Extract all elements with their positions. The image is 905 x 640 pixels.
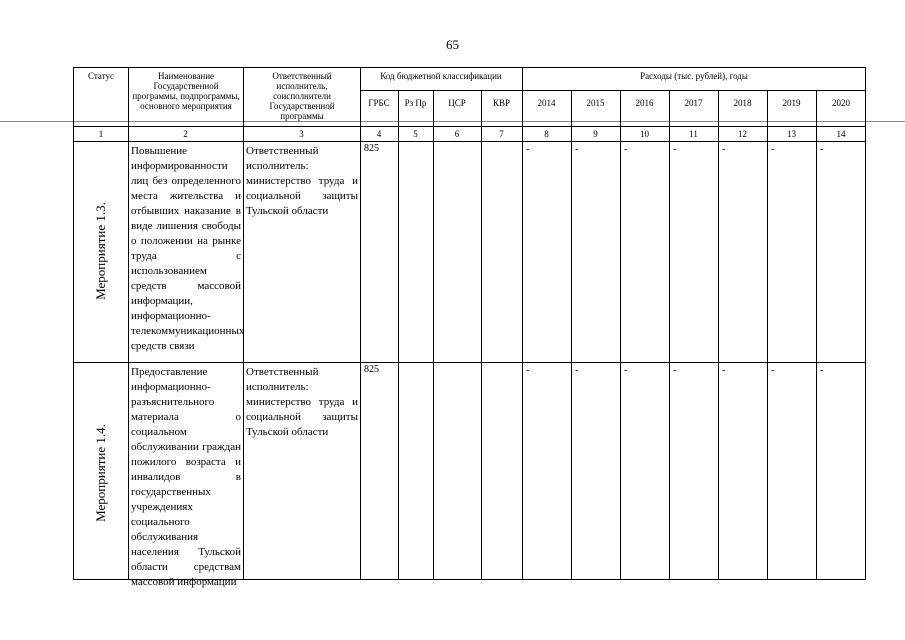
row-value-2016: - (624, 365, 628, 376)
header-year: 2019 (782, 98, 801, 108)
row-value-2018: - (722, 365, 726, 376)
row-name: Повышение информированности лиц без определенного места жительства и отбывших наказание в виде лишения свободы о положении на рынке труда с использованием средств массовой информации, информационно-телекоммуникационных средств связи (131, 145, 245, 352)
header-expenses: Расходы (тыс. рублей), годы (640, 71, 748, 81)
header-rzpr: Рз Пр (404, 98, 427, 108)
row-value-2019: - (771, 365, 775, 376)
header-grbs: ГРБС (368, 98, 390, 108)
header-kvr: КВР (492, 98, 510, 108)
row-executor: Ответственный исполнитель: министерство труда и социальной защиты Тульской области (246, 145, 358, 217)
col-divider (816, 90, 817, 580)
row-divider (360, 90, 866, 91)
row-divider (74, 141, 866, 142)
row-value-2017: - (673, 365, 677, 376)
header-year: 2014 (537, 98, 556, 108)
header-status: Статус (88, 71, 114, 81)
row-grbs: 825 (364, 364, 379, 375)
col-divider (481, 90, 482, 580)
row-value-2016: - (624, 144, 628, 155)
budget-table (73, 67, 866, 588)
col-divider (243, 68, 244, 580)
row-grbs: 825 (364, 143, 379, 154)
row-value-2017: - (673, 144, 677, 155)
col-number: 12 (738, 129, 747, 139)
col-divider (669, 90, 670, 580)
col-number: 1 (98, 129, 104, 139)
col-number: 11 (689, 129, 698, 139)
row-value-2014: - (526, 365, 530, 376)
col-divider (718, 90, 719, 580)
header-year: 2015 (586, 98, 605, 108)
col-number: 3 (299, 129, 304, 139)
header-year: 2017 (684, 98, 703, 108)
row-name: Предоставление информационно-разъяснительного материала о социальном обслуживании граждан пожилого возраста и инвалидов в государственных учреждениях социального обслуживания населения Тульской области средствам массовой информации (131, 366, 241, 588)
col-number: 7 (499, 129, 504, 139)
col-divider (522, 68, 523, 580)
header-year: 2018 (733, 98, 752, 108)
row-value-2015: - (575, 144, 579, 155)
row-value-2015: - (575, 365, 579, 376)
header-csr: ЦСР (448, 98, 466, 108)
col-divider (128, 68, 129, 580)
col-divider (360, 68, 361, 580)
col-divider (433, 90, 434, 580)
header-year: 2020 (832, 98, 850, 108)
col-number: 6 (454, 129, 460, 139)
header-executor: Ответственный исполнитель, соисполнители Государственной программы (269, 71, 335, 121)
header-year: 2016 (635, 98, 654, 108)
col-number: 5 (413, 129, 418, 139)
col-number: 13 (787, 129, 796, 139)
header-budget-code: Код бюджетной классификации (380, 71, 502, 81)
row-value-2020: - (820, 144, 824, 155)
col-divider (620, 90, 621, 580)
col-number: 2 (183, 129, 188, 139)
row-status: Мероприятие 1.3. (93, 202, 108, 300)
header-name: Наименование Государственной программы, подпрограммы, основного мероприятия (132, 71, 240, 111)
col-number: 10 (640, 129, 649, 139)
row-divider (74, 362, 866, 363)
row-value-2014: - (526, 144, 530, 155)
col-divider (767, 90, 768, 580)
col-divider (571, 90, 572, 580)
row-status: Мероприятие 1.4. (93, 424, 108, 522)
col-number: 14 (836, 129, 846, 139)
row-value-2020: - (820, 365, 824, 376)
row-divider (74, 126, 866, 127)
page-number: 65 (446, 37, 459, 52)
row-value-2018: - (722, 144, 726, 155)
col-divider (398, 90, 399, 580)
col-number: 8 (544, 129, 549, 139)
col-number: 4 (376, 129, 382, 139)
row-value-2019: - (771, 144, 775, 155)
col-number: 9 (593, 129, 598, 139)
row-executor: Ответственный исполнитель: министерство труда и социальной защиты Тульской области (246, 366, 358, 438)
